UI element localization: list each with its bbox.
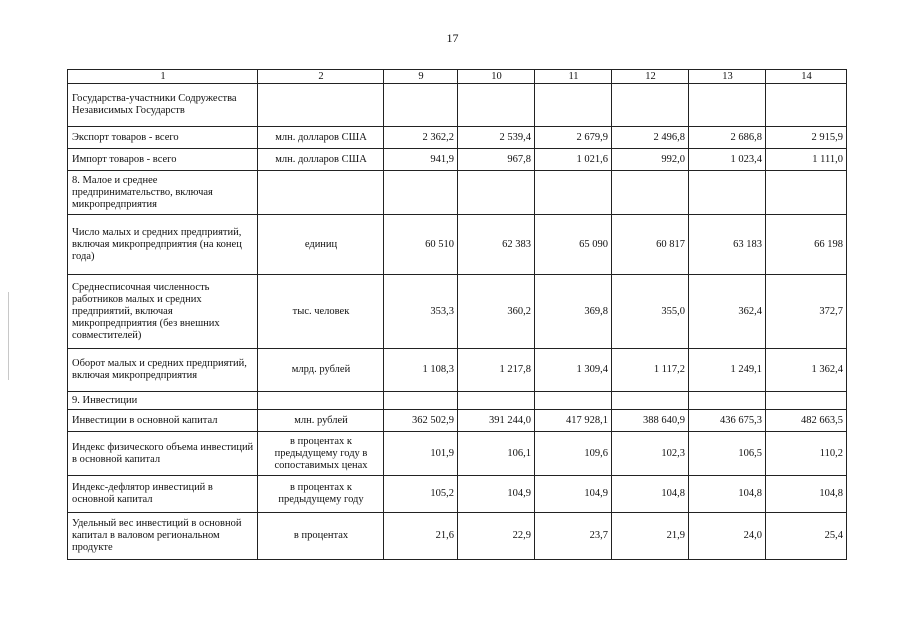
value-cell: 2 496,8	[612, 127, 689, 149]
unit-cell	[258, 171, 384, 215]
indicator-name: Импорт товаров - всего	[68, 149, 258, 171]
value-cell: 941,9	[384, 149, 458, 171]
column-header: 12	[612, 70, 689, 84]
table-row	[68, 127, 847, 149]
value-cell: 102,3	[612, 432, 689, 476]
value-cell	[612, 392, 689, 410]
indicator-name: Оборот малых и средних предприятий, включая микропредприятия	[68, 349, 258, 392]
value-cell: 388 640,9	[612, 410, 689, 432]
value-cell: 25,4	[766, 513, 847, 560]
value-cell	[535, 171, 612, 215]
value-cell: 104,9	[458, 476, 535, 513]
value-cell: 1 117,2	[612, 349, 689, 392]
column-header: 14	[766, 70, 847, 84]
value-cell	[689, 392, 766, 410]
value-cell: 391 244,0	[458, 410, 535, 432]
value-cell	[689, 84, 766, 127]
unit-cell: млрд. рублей	[258, 349, 384, 392]
column-header: 1	[68, 70, 258, 84]
value-cell: 104,8	[689, 476, 766, 513]
indicator-name: 8. Малое и среднее предпринимательство, включая микропредприятия	[68, 171, 258, 215]
value-cell	[458, 84, 535, 127]
value-cell: 1 217,8	[458, 349, 535, 392]
unit-cell: тыс. человек	[258, 275, 384, 349]
indicator-name: Государства-участники Содружества Независимых Государств	[68, 84, 258, 127]
table-body	[68, 70, 847, 560]
value-cell: 65 090	[535, 215, 612, 275]
table-row	[68, 215, 847, 275]
indicator-name: Экспорт товаров - всего	[68, 127, 258, 149]
value-cell: 967,8	[458, 149, 535, 171]
indicator-name: Инвестиции в основной капитал	[68, 410, 258, 432]
value-cell: 21,9	[612, 513, 689, 560]
unit-cell: млн. рублей	[258, 410, 384, 432]
table-row	[68, 432, 847, 476]
value-cell: 1 021,6	[535, 149, 612, 171]
value-cell: 436 675,3	[689, 410, 766, 432]
page-number: 17	[446, 31, 459, 45]
margin-mark	[8, 292, 9, 380]
table-row	[68, 349, 847, 392]
value-cell: 2 539,4	[458, 127, 535, 149]
column-header: 2	[258, 70, 384, 84]
value-cell: 109,6	[535, 432, 612, 476]
value-cell: 62 383	[458, 215, 535, 275]
value-cell: 66 198	[766, 215, 847, 275]
column-header: 10	[458, 70, 535, 84]
unit-cell: млн. долларов США	[258, 149, 384, 171]
unit-cell: в процентах к предыдущему году в сопоставимых ценах	[258, 432, 384, 476]
table-row	[68, 513, 847, 560]
column-header: 13	[689, 70, 766, 84]
table-row	[68, 275, 847, 349]
value-cell: 21,6	[384, 513, 458, 560]
value-cell	[766, 171, 847, 215]
value-cell: 362 502,9	[384, 410, 458, 432]
value-cell: 2 362,2	[384, 127, 458, 149]
value-cell	[689, 171, 766, 215]
value-cell	[612, 84, 689, 127]
value-cell: 106,5	[689, 432, 766, 476]
unit-cell	[258, 392, 384, 410]
column-header: 11	[535, 70, 612, 84]
value-cell: 1 249,1	[689, 349, 766, 392]
value-cell: 360,2	[458, 275, 535, 349]
value-cell: 362,4	[689, 275, 766, 349]
value-cell: 2 686,8	[689, 127, 766, 149]
value-cell	[535, 392, 612, 410]
value-cell: 24,0	[689, 513, 766, 560]
value-cell	[766, 84, 847, 127]
unit-cell	[258, 84, 384, 127]
value-cell	[766, 392, 847, 410]
value-cell: 372,7	[766, 275, 847, 349]
value-cell: 1 362,4	[766, 349, 847, 392]
value-cell: 2 915,9	[766, 127, 847, 149]
column-header: 9	[384, 70, 458, 84]
value-cell	[612, 171, 689, 215]
value-cell: 22,9	[458, 513, 535, 560]
value-cell	[384, 392, 458, 410]
indicator-name: Индекс физического объема инвестиций в основной капитал	[68, 432, 258, 476]
value-cell: 2 679,9	[535, 127, 612, 149]
unit-cell: единиц	[258, 215, 384, 275]
value-cell: 355,0	[612, 275, 689, 349]
indicator-name: Число малых и средних предприятий, включая микропредприятия (на конец года)	[68, 215, 258, 275]
table-row	[68, 476, 847, 513]
unit-cell: млн. долларов США	[258, 127, 384, 149]
value-cell	[458, 392, 535, 410]
value-cell: 60 817	[612, 215, 689, 275]
value-cell: 417 928,1	[535, 410, 612, 432]
table-row	[68, 410, 847, 432]
value-cell: 482 663,5	[766, 410, 847, 432]
table-row	[68, 84, 847, 127]
unit-cell: в процентах к предыдущему году	[258, 476, 384, 513]
value-cell: 60 510	[384, 215, 458, 275]
value-cell: 105,2	[384, 476, 458, 513]
value-cell: 353,3	[384, 275, 458, 349]
value-cell: 1 111,0	[766, 149, 847, 171]
table-row	[68, 171, 847, 215]
value-cell: 110,2	[766, 432, 847, 476]
value-cell: 104,9	[535, 476, 612, 513]
indicator-name: 9. Инвестиции	[68, 392, 258, 410]
value-cell: 1 108,3	[384, 349, 458, 392]
header-row	[68, 70, 847, 84]
value-cell: 369,8	[535, 275, 612, 349]
value-cell	[535, 84, 612, 127]
value-cell	[384, 171, 458, 215]
value-cell: 992,0	[612, 149, 689, 171]
value-cell: 63 183	[689, 215, 766, 275]
value-cell: 101,9	[384, 432, 458, 476]
indicator-name: Индекс-дефлятор инвестиций в основной капитал	[68, 476, 258, 513]
value-cell: 23,7	[535, 513, 612, 560]
value-cell	[384, 84, 458, 127]
value-cell	[458, 171, 535, 215]
table-row	[68, 149, 847, 171]
indicator-name: Среднесписочная численность работников малых и средних предприятий, включая микропредприятия (без внешних совместителей)	[68, 275, 258, 349]
unit-cell: в процентах	[258, 513, 384, 560]
indicator-name: Удельный вес инвестиций в основной капитал в валовом региональном продукте	[68, 513, 258, 560]
value-cell: 1 023,4	[689, 149, 766, 171]
statistics-table	[67, 69, 847, 560]
value-cell: 1 309,4	[535, 349, 612, 392]
table-row	[68, 392, 847, 410]
value-cell: 106,1	[458, 432, 535, 476]
value-cell: 104,8	[612, 476, 689, 513]
value-cell: 104,8	[766, 476, 847, 513]
